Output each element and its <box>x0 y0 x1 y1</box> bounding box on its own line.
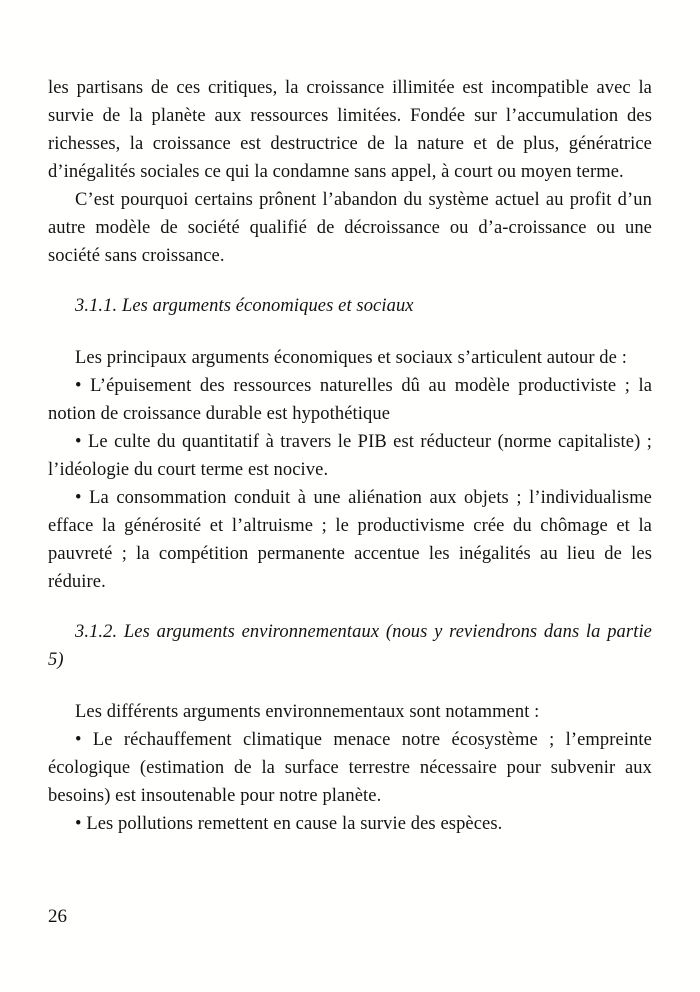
bullet-text: L’épuisement des ressources naturelles dû au modèle productiviste ; la notion de croissance durable est hypothétique <box>48 376 653 424</box>
paragraph-text: Les différents arguments environnementaux sont notamment : <box>75 702 540 722</box>
paragraph-text: les partisans de ces critiques, la croissance illimitée est incompatible avec la survie de la planète aux ressources limitées. Fondée sur l’accumulation des richesses, la croissance est destructrice de la nature et de plus, génératrice d’inégalités sociales ce qui la condamne sans appel, à court ou moyen terme. <box>48 78 652 182</box>
bullet-item <box>48 372 652 428</box>
heading-text: 3.1.1. Les arguments économiques et sociaux <box>75 296 414 316</box>
paragraph-text: C’est pourquoi certains prônent l’abandon du système actuel au profit d’un autre modèle de société qualifié de décroissance ou d’a-croissance ou une société sans croissance. <box>48 190 652 266</box>
section-heading-3-1-2 <box>48 618 652 674</box>
page-number: 26 <box>48 906 67 927</box>
bullet-text: Le culte du quantitatif à travers le PIB est réducteur (norme capitaliste) ; l’idéologie du court terme est nocive. <box>48 432 652 480</box>
bullet-icon: • <box>75 432 82 452</box>
bullet-text: Le réchauffement climatique menace notre écosystème ; l’empreinte écologique (estimation de la surface terrestre nécessaire pour subvenir aux besoins) est insoutenable pour notre planète. <box>48 730 652 806</box>
bullet-text: La consommation conduit à une aliénation aux objets ; l’individualisme efface la générosité et l’altruisme ; le productivisme crée du chômage et la pauvreté ; la compétition permanente accentue les inégalités au lieu de les réduire. <box>48 488 652 592</box>
page-content <box>48 74 652 838</box>
paragraph-continued <box>48 74 652 186</box>
bullet-icon: • <box>75 730 82 750</box>
paragraph <box>48 186 652 270</box>
bullet-icon: • <box>75 488 82 508</box>
paragraph-text: Les principaux arguments économiques et sociaux s’articulent autour de : <box>75 348 627 368</box>
bullet-item <box>48 428 652 484</box>
bullet-text: Les pollutions remettent en cause la survie des espèces. <box>86 814 503 834</box>
bullet-item <box>48 810 652 838</box>
section-heading-3-1-1 <box>48 292 652 320</box>
paragraph <box>48 344 652 372</box>
heading-text: 3.1.2. Les arguments environnementaux (nous y reviendrons dans la partie 5) <box>48 622 652 670</box>
bullet-icon: • <box>75 376 82 396</box>
bullet-item <box>48 726 652 810</box>
paragraph <box>48 698 652 726</box>
bullet-item <box>48 484 652 596</box>
bullet-icon: • <box>75 814 82 834</box>
